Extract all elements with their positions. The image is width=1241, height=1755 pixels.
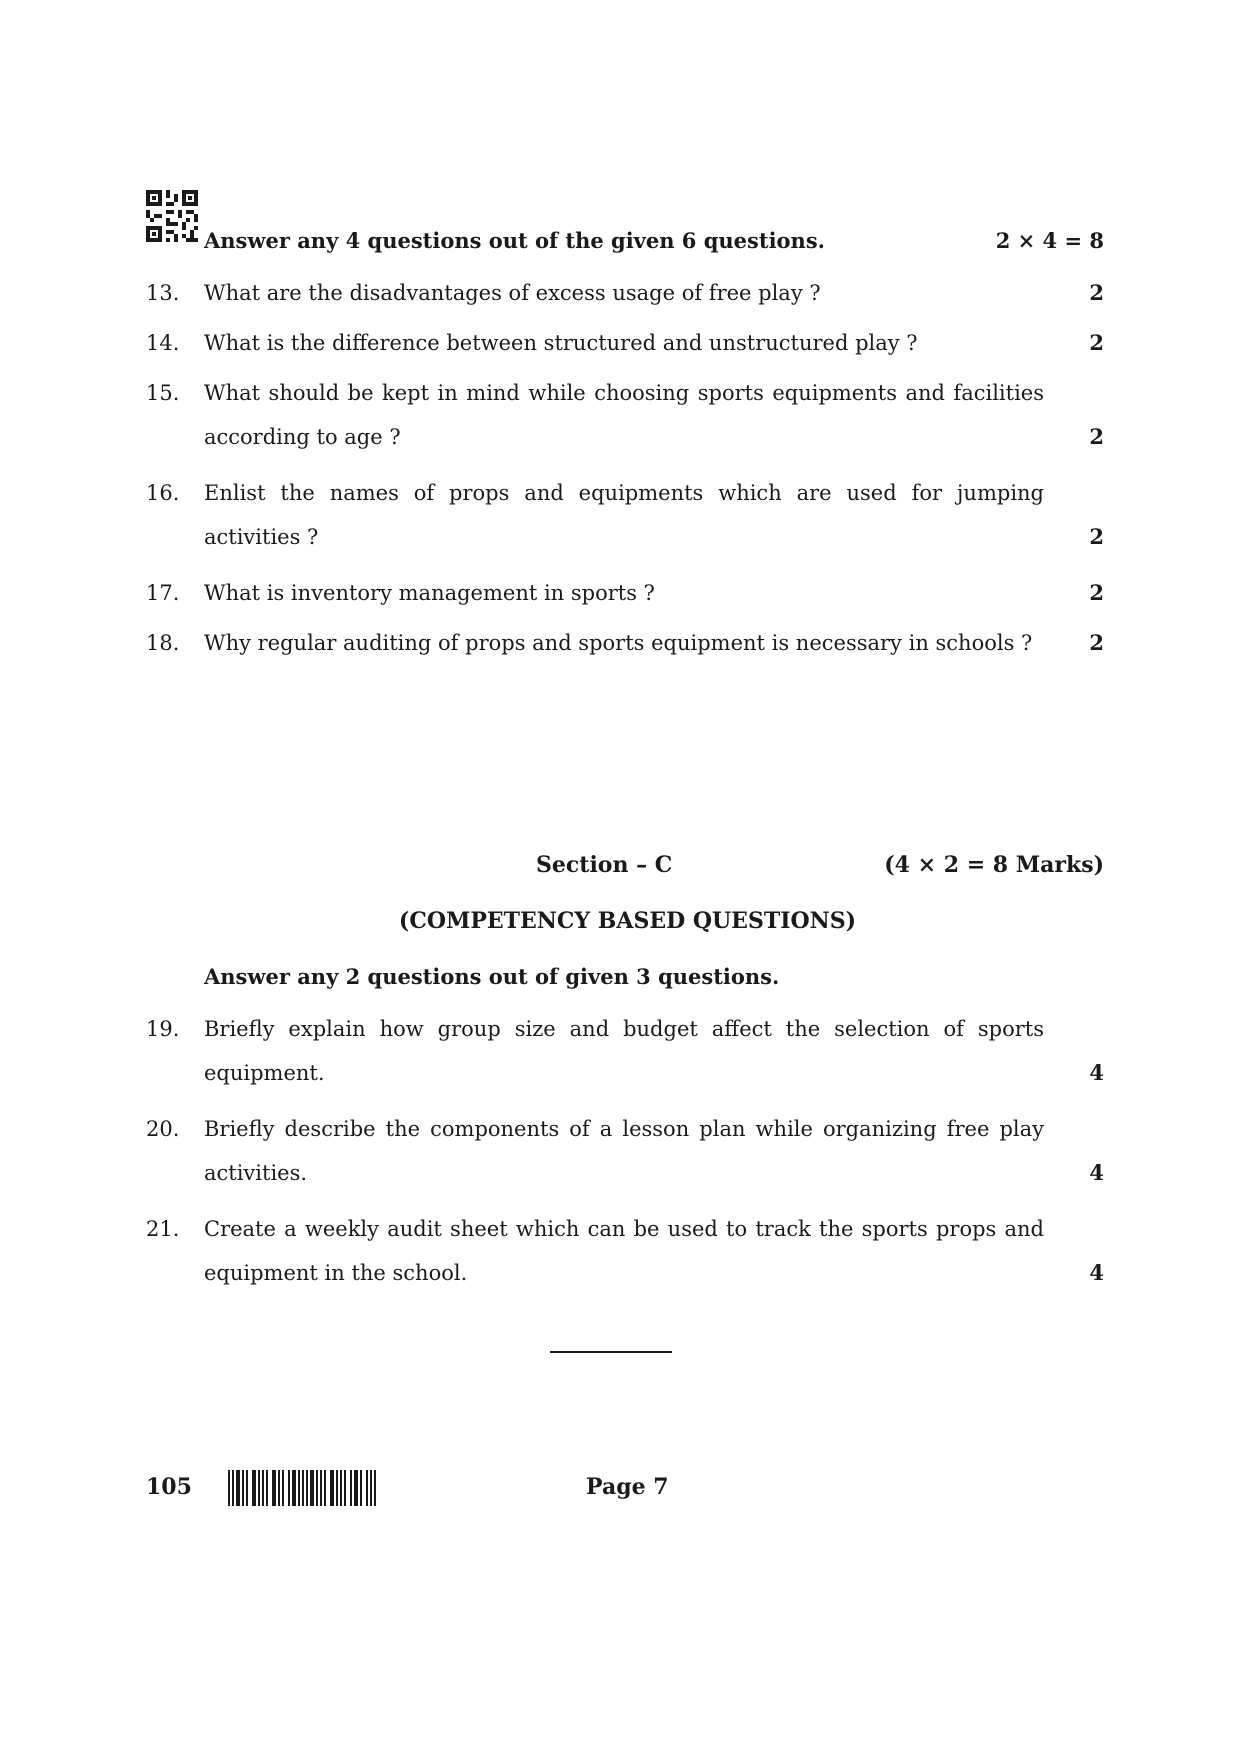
question-marks: 2 [1089, 330, 1104, 355]
question-text: Create a weekly audit sheet which can be used to track the sports props and equipment in the school. [204, 1217, 1044, 1285]
question-number: 19. [146, 1017, 180, 1041]
qr-code-icon [146, 190, 198, 242]
question-marks: 4 [1089, 1160, 1104, 1185]
question-number: 21. [146, 1217, 180, 1241]
section-c-marks: (4 × 2 = 8 Marks) [884, 852, 1104, 878]
section-b-marks: 2 × 4 = 8 [995, 228, 1104, 253]
question-marks: 4 [1089, 1060, 1104, 1085]
question-text: What are the disadvantages of excess usage of free play ? [204, 281, 821, 305]
question-text: Why regular auditing of props and sports equipment is necessary in schools ? [204, 631, 1033, 655]
section-c-instruction: Answer any 2 questions out of given 3 questions. [204, 964, 780, 989]
section-c-title: Section – C [536, 852, 673, 878]
question-marks: 4 [1089, 1260, 1104, 1285]
question-text: Enlist the names of props and equipments which are used for jumping activities ? [204, 481, 1044, 549]
question-marks: 2 [1089, 280, 1104, 305]
question-number: 20. [146, 1117, 180, 1141]
question-number: 14. [146, 331, 180, 355]
question-marks: 2 [1089, 524, 1104, 549]
question-text: What should be kept in mind while choosing sports equipments and facilities according to age ? [204, 381, 1044, 449]
end-of-paper-rule [550, 1351, 672, 1353]
question-16 [146, 471, 1104, 559]
question-number: 15. [146, 381, 180, 405]
question-text: Briefly explain how group size and budget affect the selection of sports equipment. [204, 1017, 1044, 1085]
barcode-icon [228, 1470, 376, 1506]
question-13 [146, 271, 1104, 315]
section-c-subtitle: (COMPETENCY BASED QUESTIONS) [398, 908, 857, 934]
question-21 [146, 1207, 1104, 1295]
question-text: What is the difference between structured and unstructured play ? [204, 331, 918, 355]
question-number: 18. [146, 631, 180, 655]
question-text: What is inventory management in sports ? [204, 581, 655, 605]
question-19 [146, 1007, 1104, 1095]
page-number: Page 7 [586, 1474, 669, 1500]
question-18 [146, 621, 1104, 665]
question-17 [146, 571, 1104, 615]
question-20 [146, 1107, 1104, 1195]
question-15 [146, 371, 1104, 459]
section-b-instruction: Answer any 4 questions out of the given 6 questions. [204, 228, 825, 253]
question-14 [146, 321, 1104, 365]
paper-code: 105 [146, 1474, 192, 1500]
question-number: 17. [146, 581, 180, 605]
question-number: 13. [146, 281, 180, 305]
question-marks: 2 [1089, 580, 1104, 605]
question-marks: 2 [1089, 630, 1104, 655]
question-text: Briefly describe the components of a lesson plan while organizing free play activities. [204, 1117, 1044, 1185]
question-marks: 2 [1089, 424, 1104, 449]
question-number: 16. [146, 481, 180, 505]
